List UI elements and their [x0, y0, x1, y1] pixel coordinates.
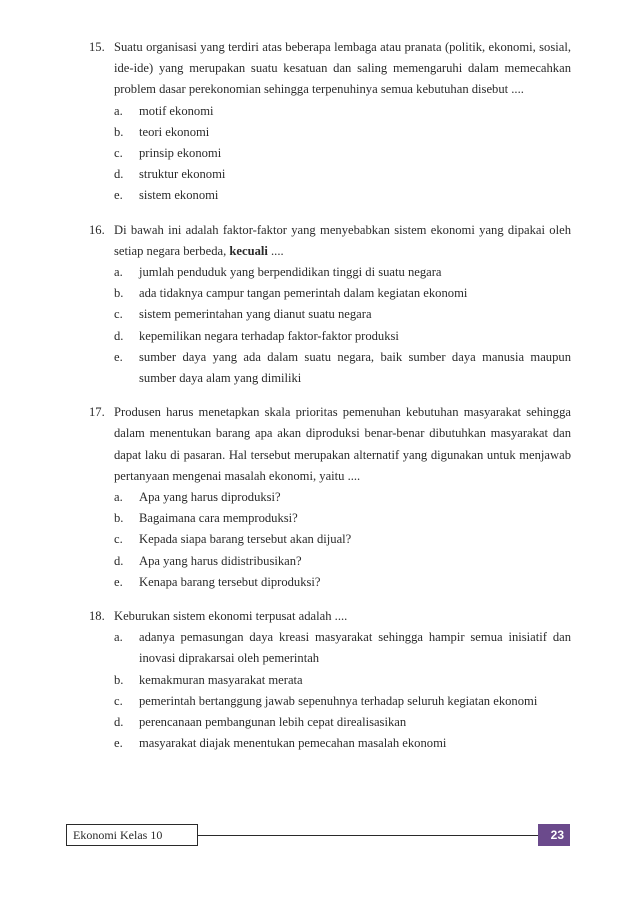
page-number: 23	[538, 824, 570, 846]
option-text: sumber daya yang ada dalam suatu negara, baik sumber daya manusia maupun sumber daya alam yang dimiliki	[139, 349, 571, 386]
question-stem: Produsen harus menetapkan skala prioritas pemenuhan kebutuhan masyarakat sehingga dalam menentukan barang apa akan diproduksi benar-benar dibutuhkan masyarakat dan dapat laku di pasaran. Hal tersebut merupakan alternatif yang digunakan untuk menjawab pertanyaan mengenai masalah ekonomi, yaitu ....	[114, 405, 571, 483]
option-e	[114, 347, 571, 389]
option-b	[114, 122, 571, 143]
option-e	[114, 185, 571, 206]
option-text: kemakmuran masyarakat merata	[139, 672, 303, 687]
option-a	[114, 627, 571, 669]
option-letter: a.	[114, 103, 123, 118]
question-15	[89, 37, 571, 207]
question-16	[89, 220, 571, 390]
option-b	[114, 508, 571, 529]
question-number: 17.	[89, 405, 105, 420]
option-text: adanya pemasungan daya kreasi masyarakat sehingga hampir semua inisiatif dan inovasi diprakarsai oleh pemerintah	[139, 630, 571, 666]
question-stem: Suatu organisasi yang terdiri atas beberapa lembaga atau pranata (politik, ekonomi, sosial, ide-ide) yang merupakan suatu kesatuan dan saling memengaruhi dalam memecahkan problem dasar perekonomian sehingga terpenuhinya semua kebutuhan disebut ....	[114, 40, 571, 97]
option-letter: d.	[114, 715, 124, 730]
question-stem	[114, 220, 571, 262]
stem-emphasis: kecuali	[229, 243, 268, 258]
option-letter: e.	[114, 349, 123, 364]
option-d	[114, 164, 571, 185]
option-text: pemerintah bertanggung jawab sepenuhnya terhadap seluruh kegiatan ekonomi	[139, 693, 538, 708]
option-a	[114, 262, 571, 283]
option-c	[114, 143, 571, 164]
option-letter: c.	[114, 693, 123, 708]
question-number: 18.	[89, 609, 105, 624]
option-text: Kepada siapa barang tersebut akan dijual?	[139, 532, 352, 547]
option-text: ada tidaknya campur tangan pemerintah dalam kegiatan ekonomi	[139, 286, 468, 301]
option-d	[114, 551, 571, 572]
option-text: sistem ekonomi	[139, 188, 219, 203]
page-footer	[66, 824, 570, 848]
option-text: Apa yang harus didistribusikan?	[139, 553, 302, 568]
option-a	[114, 487, 571, 508]
option-letter: e.	[114, 188, 123, 203]
option-text: motif ekonomi	[139, 103, 214, 118]
option-text: masyarakat diajak menentukan pemecahan masalah ekonomi	[139, 736, 447, 751]
option-text: prinsip ekonomi	[139, 146, 222, 161]
option-letter: d.	[114, 328, 124, 343]
option-text: Kenapa barang tersebut diproduksi?	[139, 574, 321, 589]
question-list	[89, 37, 571, 768]
question-number: 16.	[89, 222, 105, 237]
option-letter: a.	[114, 490, 123, 505]
option-a	[114, 101, 571, 122]
question-18	[89, 606, 571, 754]
option-letter: c.	[114, 146, 123, 161]
book-title: Ekonomi Kelas 10	[66, 824, 198, 846]
option-letter: a.	[114, 630, 123, 645]
option-text: teori ekonomi	[139, 124, 210, 139]
option-b	[114, 283, 571, 304]
stem-text: Di bawah ini adalah faktor-faktor yang menyebabkan sistem ekonomi yang dipakai oleh setiap negara berbeda,	[114, 222, 571, 258]
stem-ellipsis: ....	[267, 243, 284, 258]
option-letter: e.	[114, 736, 123, 751]
option-letter: b.	[114, 286, 124, 301]
option-text: Bagaimana cara memproduksi?	[139, 511, 298, 526]
option-c	[114, 691, 571, 712]
option-e	[114, 572, 571, 593]
option-c	[114, 304, 571, 325]
question-17	[89, 402, 571, 593]
option-text: kepemilikan negara terhadap faktor-faktor produksi	[139, 328, 399, 343]
question-stem: Keburukan sistem ekonomi terpusat adalah ....	[114, 609, 348, 624]
option-c	[114, 529, 571, 550]
option-text: jumlah penduduk yang berpendidikan tinggi di suatu negara	[139, 265, 442, 280]
option-letter: d.	[114, 167, 124, 182]
option-letter: d.	[114, 553, 124, 568]
option-letter: b.	[114, 511, 124, 526]
option-d	[114, 712, 571, 733]
option-letter: b.	[114, 124, 124, 139]
option-b	[114, 670, 571, 691]
option-text: sistem pemerintahan yang dianut suatu negara	[139, 307, 372, 322]
option-e	[114, 733, 571, 754]
option-d	[114, 326, 571, 347]
option-letter: b.	[114, 672, 124, 687]
option-text: Apa yang harus diproduksi?	[139, 490, 281, 505]
option-letter: e.	[114, 574, 123, 589]
option-text: perencanaan pembangunan lebih cepat direalisasikan	[139, 715, 407, 730]
footer-rule	[198, 835, 538, 836]
option-letter: c.	[114, 307, 123, 322]
question-number: 15.	[89, 40, 105, 54]
option-letter: c.	[114, 532, 123, 547]
option-letter: a.	[114, 265, 123, 280]
option-text: struktur ekonomi	[139, 167, 226, 182]
